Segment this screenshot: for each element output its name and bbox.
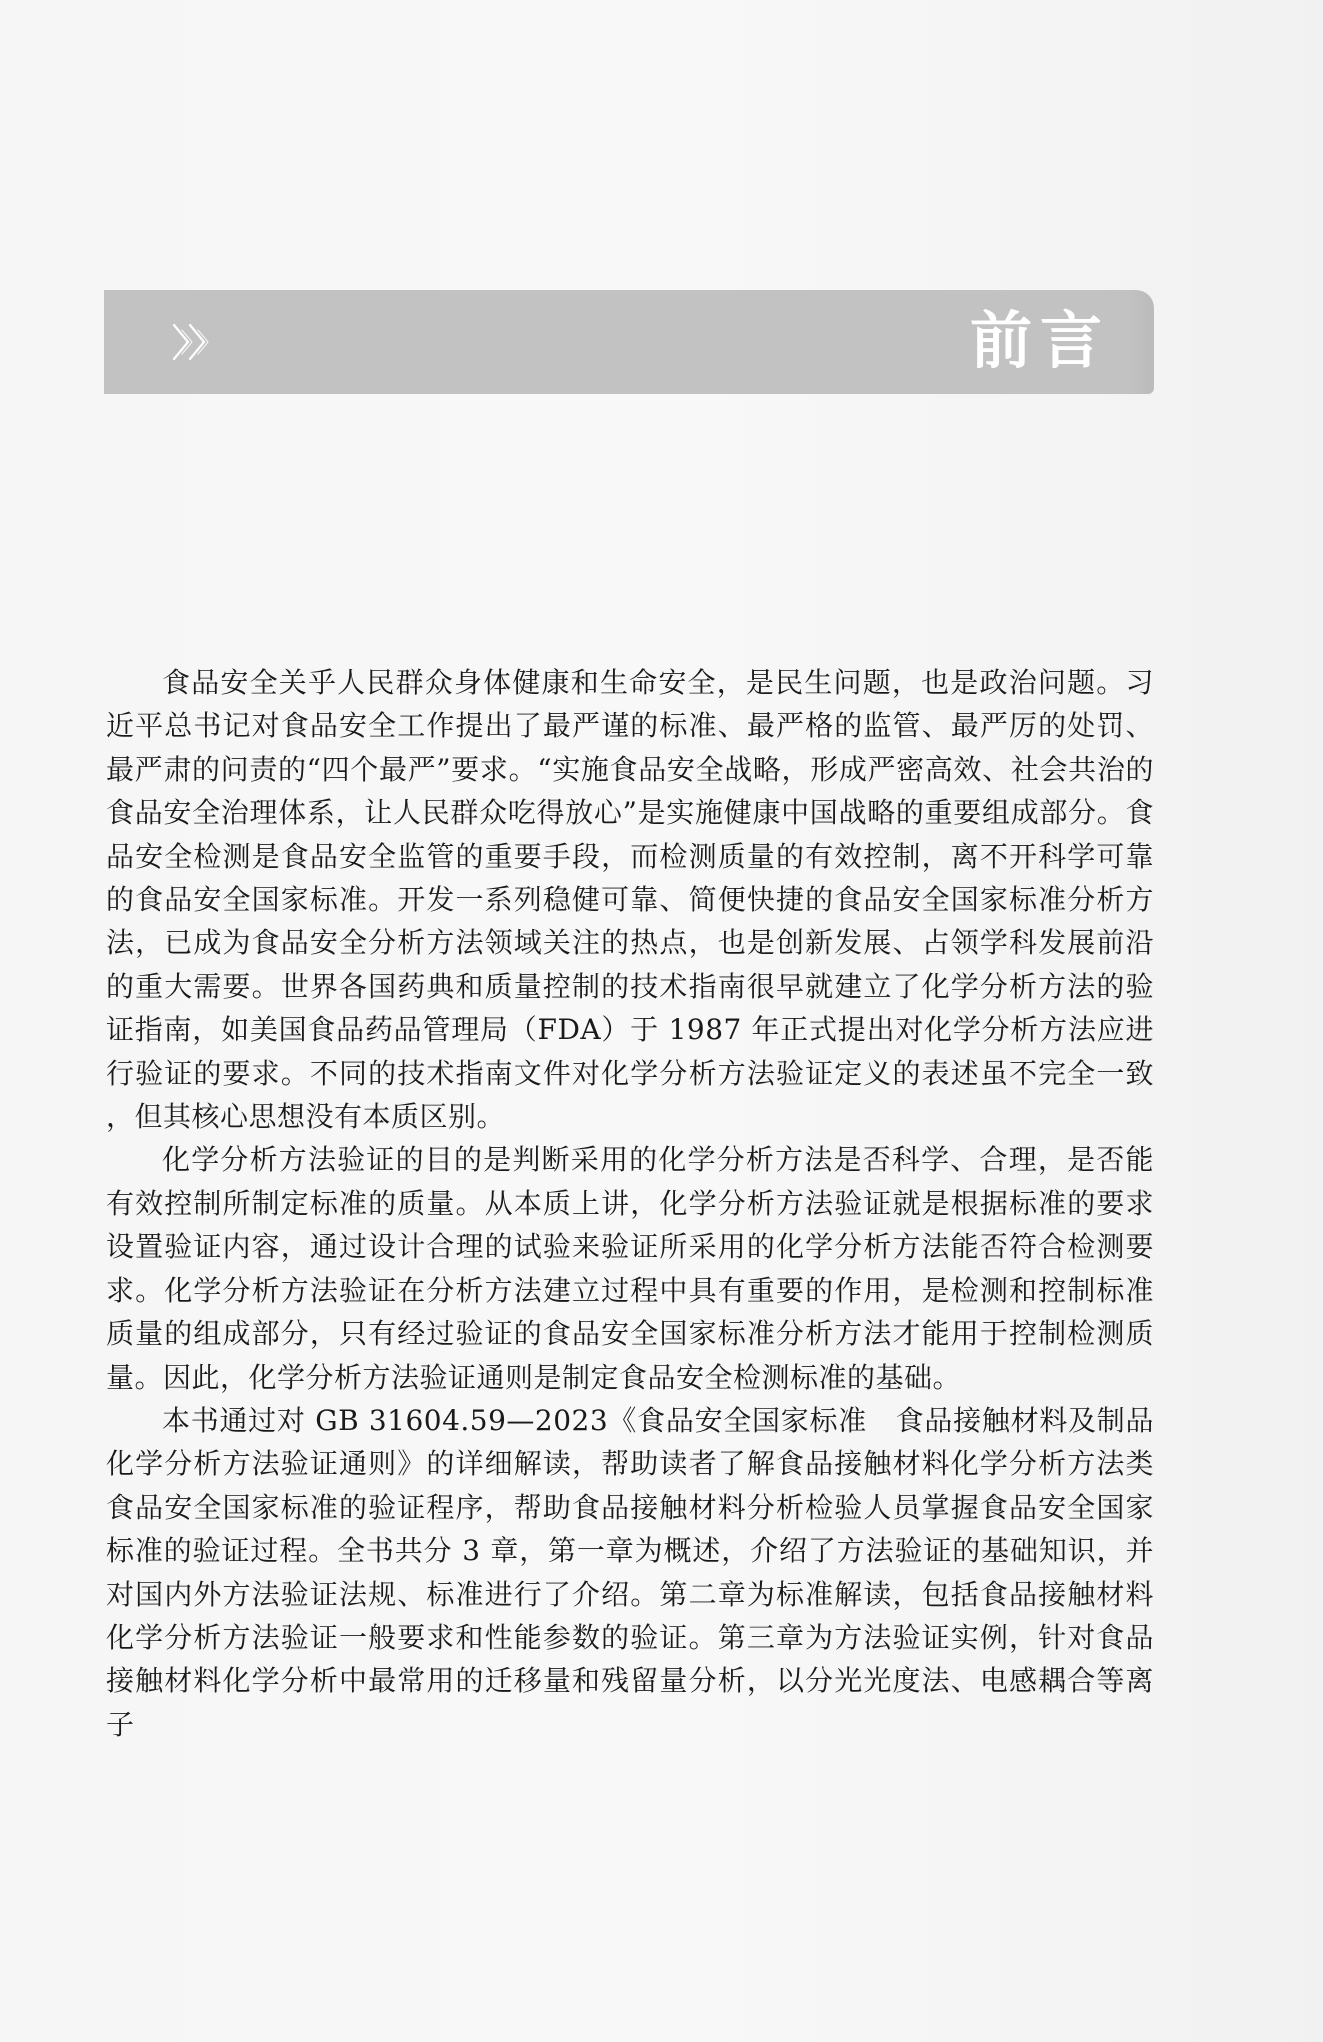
body-paragraph-2: 化学分析方法验证的目的是判断采用的化学分析方法是否科学、合理，是否能有效控制所制定标准的质量。从本质上讲，化学分析方法验证就是根据标准的要求设置验证内容，通过设计合理的试验来验证所采用的化学分析方法能否符合检测要求。化学分析方法验证在分析方法建立过程中具有重要的作用，是检测和控制标准质量的组成部分，只有经过验证的食品安全国家标准分析方法才能用于控制检测质量。因此，化学分析方法验证通则是制定食品安全检测标准的基础。 <box>106 1143 1154 1394</box>
body-paragraph-3: 本书通过对 GB 31604.59—2023《食品安全国家标准 食品接触材料及制品 化学分析方法验证通则》的详细解读，帮助读者了解食品接触材料化学分析方法类食品安全国家标准的验证程序，帮助食品接触材料分析检验人员掌握食品安全国家标准的验证过程。全书共分 3 章，第一章为概述，介绍了方法验证的基础知识，并对国内外方法验证法规、标准进行了介绍。第二章为标准解读，包括食品接触材料化学分析方法验证一般要求和性能参数的验证。第三章为方法验证实例，针对食品接触材料化学分析中最常用的迁移量和残留量分析，以分光光度法、电感耦合等离子 <box>106 1403 1183 1741</box>
page-title: 前言 <box>969 304 1110 377</box>
preface-header-band <box>104 290 1154 394</box>
double-chevron-right-icon <box>166 318 222 366</box>
preface-body <box>106 661 1183 1746</box>
body-paragraph-1: 食品安全关乎人民群众身体健康和生命安全，是民生问题，也是政治问题。习近平总书记对食品安全工作提出了最严谨的标准、最严格的监管、最严厉的处罚、最严肃的问责的“四个最严”要求。“实施食品安全战略，形成严密高效、社会共治的食品安全治理体系，让人民群众吃得放心”是实施健康中国战略的重要组成部分。食品安全检测是食品安全监管的重要手段，而检测质量的有效控制，离不开科学可靠的食品安全国家标准。开发一系列稳健可靠、简便快捷的食品安全国家标准分析方法，已成为食品安全分析方法领域关注的热点，也是创新发展、占领学科发展前沿的重大需要。世界各国药典和质量控制的技术指南很早就建立了化学分析方法的验证指南，如美国食品药品管理局（FDA）于 1987 年正式提出对化学分析方法应进行验证的要求。不同的技术指南文件对化学分析方法验证定义的表述虽不完全一致，但其核心思想没有本质区别。 <box>106 666 1154 1134</box>
